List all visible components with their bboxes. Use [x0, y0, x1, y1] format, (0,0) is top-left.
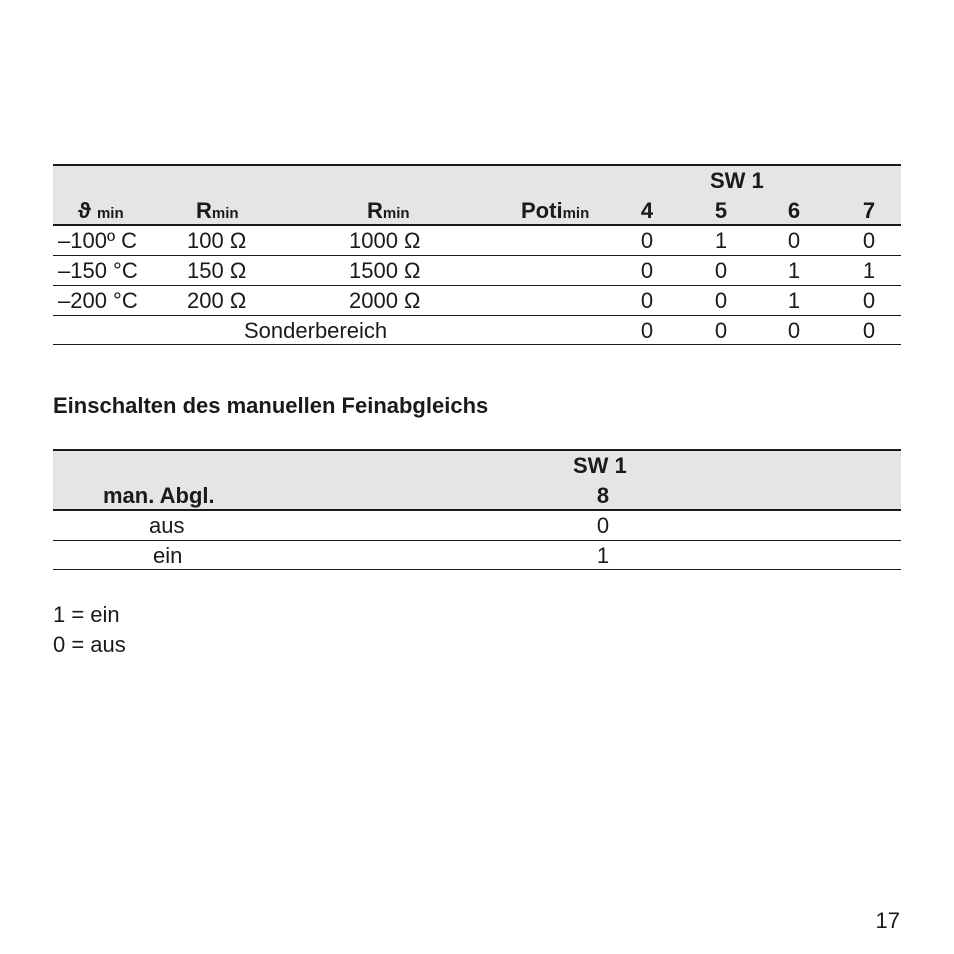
- header-poti-min: Potimin: [521, 198, 590, 223]
- switch-7-cell: 0: [862, 228, 876, 253]
- table-1-sw-label: SW 1: [710, 168, 764, 193]
- page-number: 17: [875, 908, 900, 933]
- header-switch-8: 8: [596, 483, 610, 508]
- switch-7-cell: 1: [862, 258, 876, 283]
- header-switch-6: 6: [787, 198, 801, 223]
- special-range-label: Sonderbereich: [244, 318, 388, 343]
- legend-item: 1 = ein: [53, 602, 120, 627]
- switch-6-cell: 1: [787, 258, 801, 283]
- section-heading: Einschalten des manuellen Feinabgleichs: [53, 393, 489, 418]
- temp-cell: –100º C: [58, 228, 137, 253]
- switch-7-cell: 0: [862, 288, 876, 313]
- temp-cell: –150 °C: [58, 258, 138, 283]
- switch-4-cell: 0: [640, 228, 654, 253]
- row-divider: [53, 285, 901, 286]
- row-divider: [53, 255, 901, 256]
- switch-4-cell: 0: [640, 318, 654, 343]
- state-label: aus: [149, 513, 185, 538]
- table-1-bottom-rule: [53, 344, 901, 345]
- row-divider: [53, 315, 901, 316]
- switch-5-cell: 1: [714, 228, 728, 253]
- header-switch-7: 7: [862, 198, 876, 223]
- switch-8-cell: 0: [596, 513, 610, 538]
- header-r-min-2: Rmin: [367, 198, 410, 223]
- switch-5-cell: 0: [714, 258, 728, 283]
- r1-cell: 200 Ω: [187, 288, 247, 313]
- table-1-header-band: [53, 166, 901, 224]
- header-manual-adjust: man. Abgl.: [103, 483, 215, 508]
- table-2-bottom-rule: [53, 569, 901, 570]
- switch-5-cell: 0: [714, 288, 728, 313]
- table-1-header-rule: [53, 224, 901, 226]
- header-r-min-1: Rmin: [196, 198, 239, 223]
- switch-4-cell: 0: [640, 258, 654, 283]
- switch-6-cell: 0: [787, 318, 801, 343]
- r2-cell: 2000 Ω: [349, 288, 421, 313]
- state-label: ein: [153, 543, 183, 568]
- r1-cell: 150 Ω: [187, 258, 247, 283]
- header-switch-5: 5: [714, 198, 728, 223]
- row-divider: [53, 540, 901, 541]
- table-2-sw-label: SW 1: [573, 453, 627, 478]
- switch-6-cell: 0: [787, 228, 801, 253]
- header-theta-min: ϑ min: [78, 198, 124, 223]
- table-2-header-rule: [53, 509, 901, 511]
- switch-5-cell: 0: [714, 318, 728, 343]
- switch-6-cell: 1: [787, 288, 801, 313]
- switch-4-cell: 0: [640, 288, 654, 313]
- switch-8-cell: 1: [596, 543, 610, 568]
- r1-cell: 100 Ω: [187, 228, 247, 253]
- r2-cell: 1500 Ω: [349, 258, 421, 283]
- legend-item: 0 = aus: [53, 632, 126, 657]
- temp-cell: –200 °C: [58, 288, 138, 313]
- r2-cell: 1000 Ω: [349, 228, 421, 253]
- switch-7-cell: 0: [862, 318, 876, 343]
- header-switch-4: 4: [640, 198, 654, 223]
